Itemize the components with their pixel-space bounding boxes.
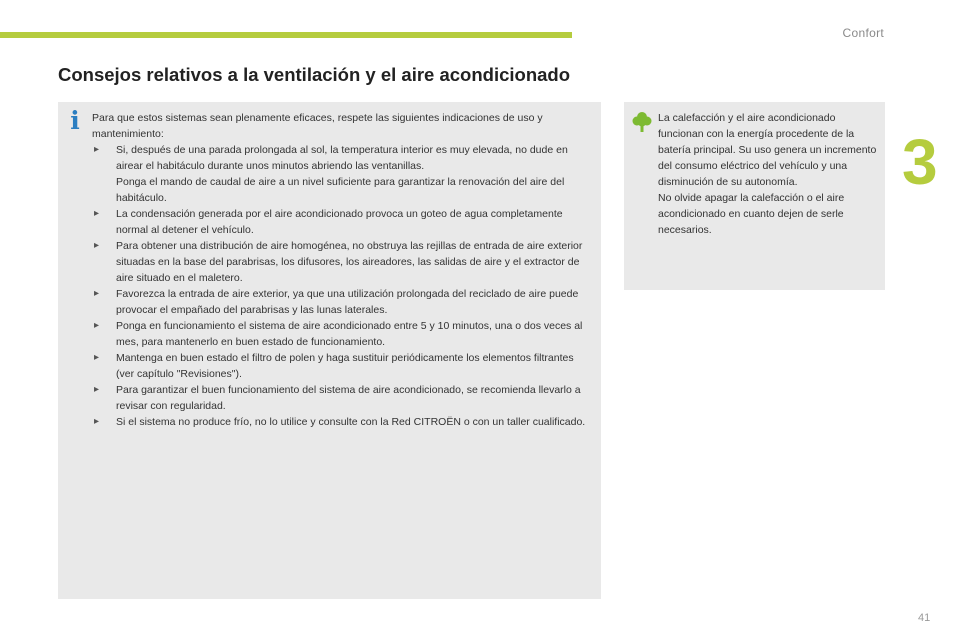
list-item: [92, 286, 592, 318]
info-box: [58, 102, 601, 599]
arrow-bullet-icon: ▸: [94, 384, 100, 395]
eco-text: [658, 110, 880, 238]
arrow-bullet-icon: ▸: [94, 352, 100, 363]
arrow-bullet-icon: ▸: [94, 240, 100, 251]
list-item: [92, 318, 592, 350]
info-intro: Para que estos sistemas sean plenamente eficaces, respete las siguientes indicaciones de uso y mantenimiento:: [92, 112, 543, 140]
list-item-extra: Ponga el mando de caudal de aire a un nivel suficiente para garantizar la renovación del aire del habitáculo.: [116, 176, 565, 204]
eco-paragraph: No olvide apagar la calefacción o el aire acondicionado en cuanto dejen de serle necesarios.: [658, 192, 845, 236]
arrow-bullet-icon: ▸: [94, 320, 100, 331]
eco-box: [624, 102, 885, 290]
tree-icon: [632, 111, 652, 133]
page-title: Consejos relativos a la ventilación y el aire acondicionado: [58, 64, 571, 85]
list-item-text: La condensación generada por el aire acondicionado provoca un goteo de agua completamente normal al detener el vehículo.: [116, 208, 563, 236]
list-item-text: Para garantizar el buen funcionamiento del sistema de aire acondicionado, se recomienda llevarlo a revisar con regularidad.: [116, 384, 581, 412]
advice-list: [92, 142, 592, 430]
info-icon: i: [70, 106, 80, 135]
list-item-text: Si, después de una parada prolongada al sol, la temperatura interior es muy elevada, no dude en airear el habitáculo durante unos minutos abriendo las ventanillas.: [116, 144, 568, 172]
list-item: [92, 206, 592, 238]
list-item: [92, 382, 592, 414]
eco-paragraph: La calefacción y el aire acondicionado funcionan con la energía procedente de la batería principal. Su uso genera un incremento del consumo eléctrico del vehículo y una disminución de su autonomía.: [658, 112, 877, 188]
list-item-text: Para obtener una distribución de aire homogénea, no obstruya las rejillas de entrada de aire exterior situadas en la base del parabrisas, los difusores, los aireadores, las salidas de aire y el extractor de aire situado en el maletero.: [116, 240, 583, 284]
header-accent-bar: [0, 32, 572, 38]
arrow-bullet-icon: ▸: [94, 144, 100, 155]
arrow-bullet-icon: ▸: [94, 288, 100, 299]
info-text: [92, 110, 592, 430]
list-item: [92, 238, 592, 286]
list-item-text: Mantenga en buen estado el filtro de polen y haga sustituir periódicamente los elementos filtrantes (ver capítulo "Revisiones").: [116, 352, 574, 380]
list-item: [92, 142, 592, 206]
list-item-text: Ponga en funcionamiento el sistema de aire acondicionado entre 5 y 10 minutos, una o dos veces al mes, para mantenerlo en buen estado de funcionamiento.: [116, 320, 583, 348]
arrow-bullet-icon: ▸: [94, 416, 100, 427]
arrow-bullet-icon: ▸: [94, 208, 100, 219]
list-item: [92, 350, 592, 382]
chapter-number: 3: [902, 126, 938, 198]
section-label: Confort: [842, 26, 884, 40]
list-item-text: Favorezca la entrada de aire exterior, ya que una utilización prolongada del reciclado de aire puede provocar el empañado del parabrisas y las lunas laterales.: [116, 288, 579, 316]
list-item-text: Si el sistema no produce frío, no lo utilice y consulte con la Red CITROËN o con un taller cualificado.: [116, 416, 586, 428]
list-item: [92, 414, 592, 430]
page-number: 41: [918, 612, 931, 624]
